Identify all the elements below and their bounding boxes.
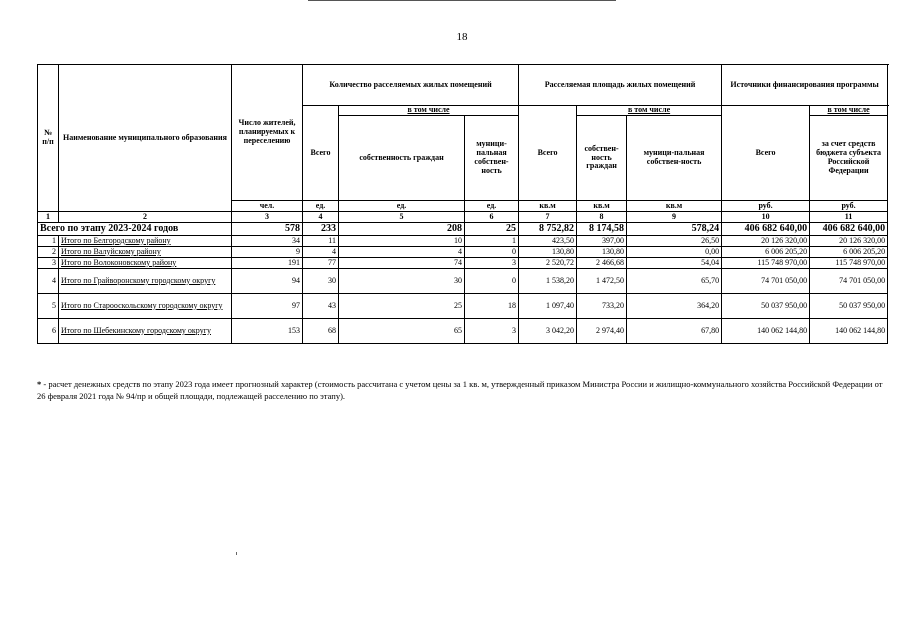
column-number: 2 bbox=[59, 212, 232, 223]
row-value: 1 097,40 bbox=[519, 294, 577, 319]
header-count-incl: в том числе bbox=[339, 106, 519, 116]
unit-cell: чел. bbox=[232, 201, 303, 212]
row-value: 25 bbox=[339, 294, 465, 319]
row-value: 115 748 970,00 bbox=[810, 258, 888, 269]
row-number: 3 bbox=[38, 258, 59, 269]
total-row-value: 208 bbox=[339, 223, 465, 236]
row-value: 140 062 144,80 bbox=[722, 319, 810, 344]
unit-cell: ед. bbox=[303, 201, 339, 212]
header-municipal-area: муници-пальная собствен-ность bbox=[627, 116, 722, 201]
header-area-incl: в том числе bbox=[577, 106, 722, 116]
footnote bbox=[37, 378, 887, 403]
footnote-text: - расчет денежных средств по этапу 2023 года имеет прогнозный характер (стоимость рассчитана с учетом цены за 1 кв. м, утвержденный приказом Министра России и жилищно-коммунального хозяйства Российской Федерации от 26 февраля 2021 года № 94/пр и общей площади, подлежащей расселению по этапу). bbox=[37, 379, 883, 402]
row-value: 0 bbox=[465, 247, 519, 258]
header-fin-total: Всего bbox=[722, 106, 810, 201]
table-row bbox=[38, 236, 888, 247]
scan-mark bbox=[236, 552, 237, 555]
row-name: Итого по Белгородскому району bbox=[59, 236, 232, 247]
row-value: 30 bbox=[303, 269, 339, 294]
total-row-value: 233 bbox=[303, 223, 339, 236]
row-value: 140 062 144,80 bbox=[810, 319, 888, 344]
row-name: Итого по Валуйскому району bbox=[59, 247, 232, 258]
header-fin-incl: в том числе bbox=[810, 106, 888, 116]
unit-cell: кв.м bbox=[577, 201, 627, 212]
row-number: 2 bbox=[38, 247, 59, 258]
row-value: 364,20 bbox=[627, 294, 722, 319]
row-value: 733,20 bbox=[577, 294, 627, 319]
header-municipal-count: муници-пальная собствен-ность bbox=[465, 116, 519, 201]
row-name: Итого по Грайворонскому городскому округу bbox=[59, 269, 232, 294]
row-value: 3 bbox=[465, 258, 519, 269]
row-value: 30 bbox=[339, 269, 465, 294]
header-private-count: собственность граждан bbox=[339, 116, 465, 201]
header-count-total: Всего bbox=[303, 106, 339, 201]
table-row bbox=[38, 247, 888, 258]
column-number: 5 bbox=[339, 212, 465, 223]
row-name: Итого по Волоконовскому району bbox=[59, 258, 232, 269]
row-number: 1 bbox=[38, 236, 59, 247]
row-value: 67,80 bbox=[627, 319, 722, 344]
row-value: 74 701 050,00 bbox=[722, 269, 810, 294]
header-residents: Число жителей, планируемых к переселению bbox=[232, 65, 303, 201]
row-value: 130,80 bbox=[519, 247, 577, 258]
row-value: 50 037 950,00 bbox=[722, 294, 810, 319]
unit-cell: ед. bbox=[465, 201, 519, 212]
row-value: 43 bbox=[303, 294, 339, 319]
table-row bbox=[38, 269, 888, 294]
row-name: Итого по Шебекинскому городскому округу bbox=[59, 319, 232, 344]
row-value: 130,80 bbox=[577, 247, 627, 258]
column-number: 7 bbox=[519, 212, 577, 223]
row-value: 115 748 970,00 bbox=[722, 258, 810, 269]
row-value: 2 974,40 bbox=[577, 319, 627, 344]
row-value: 1 538,20 bbox=[519, 269, 577, 294]
row-value: 3 bbox=[465, 319, 519, 344]
row-value: 9 bbox=[232, 247, 303, 258]
row-value: 10 bbox=[339, 236, 465, 247]
table-row bbox=[38, 294, 888, 319]
row-value: 97 bbox=[232, 294, 303, 319]
table-body bbox=[38, 223, 888, 344]
header-area-total: Всего bbox=[519, 106, 577, 201]
row-value: 20 126 320,00 bbox=[810, 236, 888, 247]
header-finance-group: Источники финансирования программы bbox=[722, 65, 888, 106]
total-row-value: 578 bbox=[232, 223, 303, 236]
header-count-group: Количество расселяемых жилых помещений bbox=[303, 65, 519, 106]
total-row-value: 406 682 640,00 bbox=[810, 223, 888, 236]
column-number: 8 bbox=[577, 212, 627, 223]
unit-cell: руб. bbox=[722, 201, 810, 212]
row-value: 50 037 950,00 bbox=[810, 294, 888, 319]
header-num: № п/п bbox=[38, 65, 59, 212]
row-value: 2 520,72 bbox=[519, 258, 577, 269]
row-value: 26,50 bbox=[627, 236, 722, 247]
row-value: 18 bbox=[465, 294, 519, 319]
row-value: 153 bbox=[232, 319, 303, 344]
page-number: 18 bbox=[456, 31, 468, 43]
total-row-value: 406 682 640,00 bbox=[722, 223, 810, 236]
row-value: 94 bbox=[232, 269, 303, 294]
row-number: 4 bbox=[38, 269, 59, 294]
top-rule bbox=[308, 0, 616, 1]
total-row-value: 25 bbox=[465, 223, 519, 236]
row-value: 4 bbox=[339, 247, 465, 258]
row-name: Итого по Старооскольскому городскому округу bbox=[59, 294, 232, 319]
column-number: 1 bbox=[38, 212, 59, 223]
header-name: Наименование муниципального образования bbox=[59, 65, 232, 212]
row-value: 20 126 320,00 bbox=[722, 236, 810, 247]
row-value: 34 bbox=[232, 236, 303, 247]
row-value: 6 006 205,20 bbox=[722, 247, 810, 258]
row-value: 74 bbox=[339, 258, 465, 269]
row-value: 3 042,20 bbox=[519, 319, 577, 344]
row-value: 4 bbox=[303, 247, 339, 258]
table-row bbox=[38, 319, 888, 344]
row-value: 0,00 bbox=[627, 247, 722, 258]
row-value: 1 bbox=[465, 236, 519, 247]
unit-cell: кв.м bbox=[627, 201, 722, 212]
column-number: 11 bbox=[810, 212, 888, 223]
unit-cell: ед. bbox=[339, 201, 465, 212]
total-row bbox=[38, 223, 888, 236]
total-row-value: 8 174,58 bbox=[577, 223, 627, 236]
row-value: 65,70 bbox=[627, 269, 722, 294]
total-row-label: Всего по этапу 2023-2024 годов bbox=[38, 223, 232, 236]
row-number: 5 bbox=[38, 294, 59, 319]
row-value: 68 bbox=[303, 319, 339, 344]
column-number: 10 bbox=[722, 212, 810, 223]
row-value: 397,00 bbox=[577, 236, 627, 247]
header-fed-budget: за счет средств бюджета субъекта Российской Федерации bbox=[810, 116, 888, 201]
row-value: 423,50 bbox=[519, 236, 577, 247]
row-value: 54,04 bbox=[627, 258, 722, 269]
finance-table bbox=[37, 64, 888, 344]
column-number: 6 bbox=[465, 212, 519, 223]
row-value: 0 bbox=[465, 269, 519, 294]
column-number: 9 bbox=[627, 212, 722, 223]
unit-cell: кв.м bbox=[519, 201, 577, 212]
row-value: 65 bbox=[339, 319, 465, 344]
row-value: 74 701 050,00 bbox=[810, 269, 888, 294]
header-area-group: Расселяемая площадь жилых помещений bbox=[519, 65, 722, 106]
header-private-area: собствен-ность граждан bbox=[577, 116, 627, 201]
row-value: 1 472,50 bbox=[577, 269, 627, 294]
row-value: 77 bbox=[303, 258, 339, 269]
row-value: 191 bbox=[232, 258, 303, 269]
footnote-marker: * bbox=[37, 379, 42, 389]
row-value: 2 466,68 bbox=[577, 258, 627, 269]
table-row bbox=[38, 258, 888, 269]
row-value: 6 006 205,20 bbox=[810, 247, 888, 258]
row-value: 11 bbox=[303, 236, 339, 247]
column-number: 3 bbox=[232, 212, 303, 223]
column-number: 4 bbox=[303, 212, 339, 223]
unit-cell: руб. bbox=[810, 201, 888, 212]
total-row-value: 578,24 bbox=[627, 223, 722, 236]
total-row-value: 8 752,82 bbox=[519, 223, 577, 236]
row-number: 6 bbox=[38, 319, 59, 344]
